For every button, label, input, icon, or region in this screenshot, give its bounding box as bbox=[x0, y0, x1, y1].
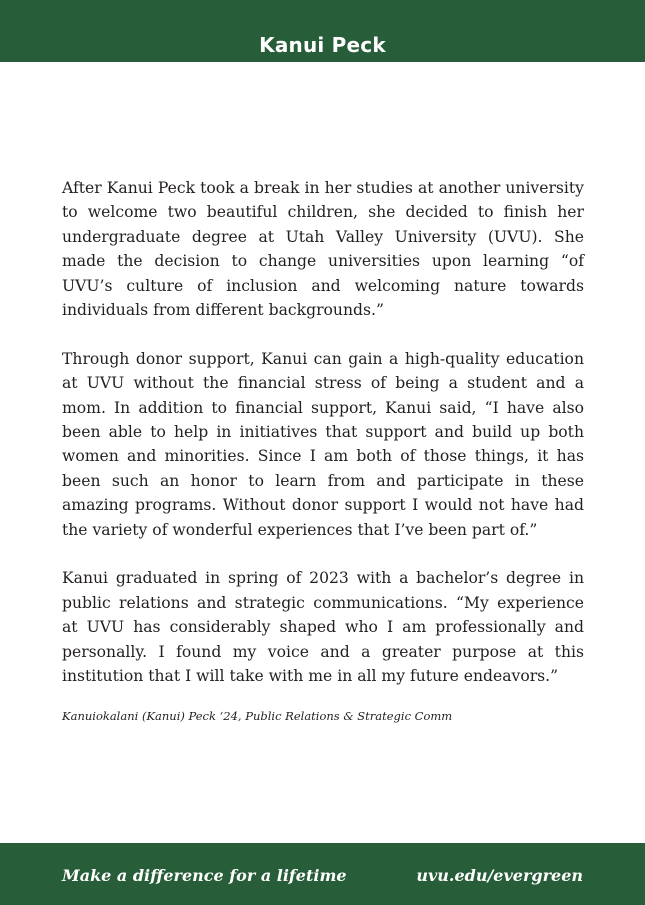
story-paragraph-2: Through donor support, Kanui can gain a high-quality education at UVU without the financial stress of being a student and a mom. In addition to financial support, Kanui said, “I have also been able to help in initiatives that support and build up both women and minorities. Since I am both of those things, it has been such an honor to learn from and participate in these amazing programs. Without donor support I would not have had the variety of wonderful experiences that I’ve been part of.” bbox=[62, 349, 584, 539]
story-paragraph-3: Kanui graduated in spring of 2023 with a bachelor’s degree in public relations and strategic communications. “My experience at UVU has considerably shaped who I am professionally and personally. I found my voice and a greater purpose at this institution that I will take with me in all my future endeavors.” bbox=[62, 569, 584, 686]
story-body bbox=[62, 176, 584, 713]
attribution: Kanuiokalani (Kanui) Peck ‘24, Public Relations & Strategic Comm bbox=[62, 709, 453, 723]
footer-tagline: Make a difference for a lifetime bbox=[62, 866, 347, 885]
page-title: Kanui Peck bbox=[259, 33, 386, 57]
footer-url-link[interactable]: uvu.edu/evergreen bbox=[416, 866, 583, 885]
story-paragraph-1: After Kanui Peck took a break in her studies at another university to welcome two beautiful children, she decided to finish her undergraduate degree at Utah Valley University (UVU). She made the decision to change universities upon learning “of UVU’s culture of inclusion and welcoming nature towards individuals from different backgrounds.” bbox=[62, 179, 584, 320]
